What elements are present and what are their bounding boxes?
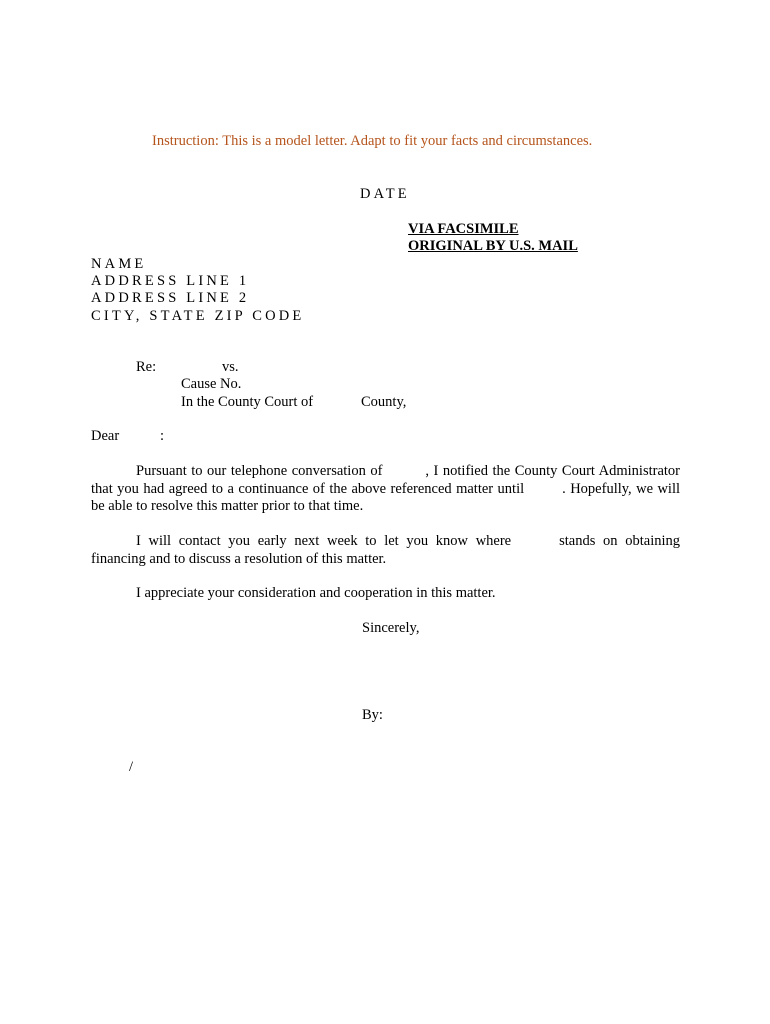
- recipient-address-line-2: ADDRESS LINE 2: [91, 290, 250, 306]
- instruction-note: Instruction: This is a model letter. Adapt to fit your facts and circumstances.: [152, 133, 593, 149]
- closing-sincerely: Sincerely,: [362, 620, 420, 636]
- re-cause-number: Cause No.: [181, 376, 242, 392]
- signature-by: By:: [362, 707, 383, 723]
- re-label: Re:: [136, 359, 157, 375]
- letter-date: DATE: [360, 186, 410, 202]
- recipient-city-state-zip: CITY, STATE ZIP CODE: [91, 308, 305, 324]
- delivery-method-fax: VIA FACSIMILE: [408, 221, 519, 237]
- recipient-name: NAME: [91, 256, 147, 272]
- body-paragraph-1: Pursuant to our telephone conversation of , I notified the County Court Administrator that you had agreed to a continuance of the above referenced matter until . Hopefully, we will be able to resolve this matter prior to that time.: [91, 463, 681, 514]
- initials-slash: /: [129, 759, 134, 775]
- re-court-prefix: In the County Court of: [181, 394, 314, 410]
- salutation-dear: Dear: [91, 428, 120, 444]
- body-paragraph-3: I appreciate your consideration and cooperation in this matter.: [136, 585, 496, 601]
- re-court-county: County,: [361, 394, 407, 410]
- recipient-address-line-1: ADDRESS LINE 1: [91, 273, 250, 289]
- delivery-method-mail: ORIGINAL BY U.S. MAIL: [408, 238, 578, 254]
- re-vs: vs.: [222, 359, 239, 375]
- salutation-colon: :: [160, 428, 165, 444]
- body-paragraph-2: I will contact you early next week to let you know where stands on obtaining financing and to discuss a resolution of this matter.: [91, 533, 680, 567]
